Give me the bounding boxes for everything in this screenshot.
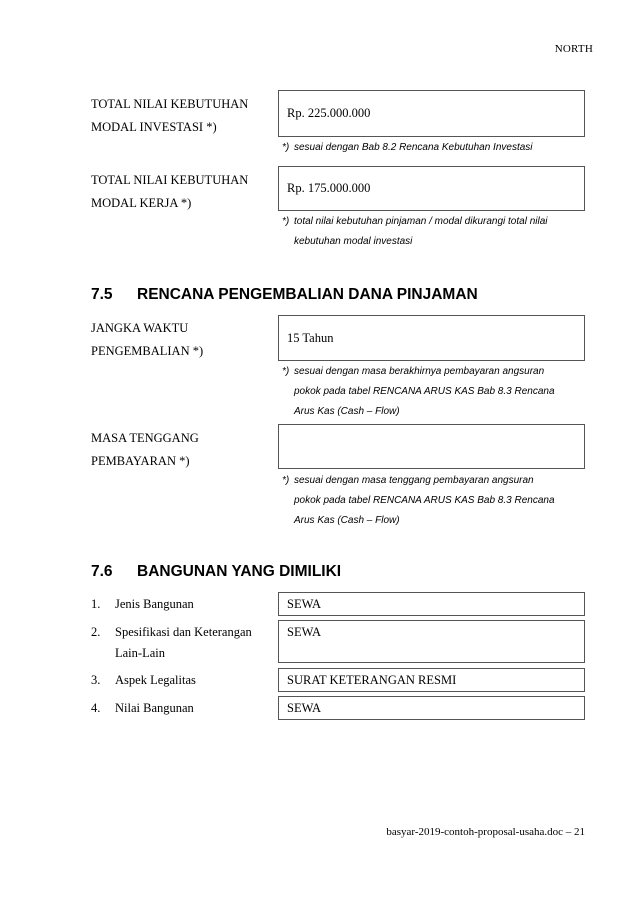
jangka-label-line1: JANGKA WAKTU (91, 321, 189, 335)
investasi-note-mark: *) (282, 142, 290, 153)
item-2-value: SEWA (287, 625, 322, 639)
tenggang-label-line1: MASA TENGGANG (91, 431, 199, 445)
item-2-label-line1: Spesifikasi dan Keterangan (115, 625, 252, 639)
tenggang-label (91, 427, 199, 473)
tenggang-note-line3: Arus Kas (Cash – Flow) (294, 515, 400, 526)
item-4-number: 4. (91, 701, 101, 715)
kerja-note (282, 212, 548, 252)
jangka-value: 15 Tahun (287, 330, 334, 345)
tenggang-note-line1: sesuai dengan masa tenggang pembayaran angsuran (294, 475, 534, 486)
jangka-note-line3: Arus Kas (Cash – Flow) (294, 406, 400, 417)
kerja-value: Rp. 175.000.000 (287, 181, 371, 195)
jangka-note-line1: sesuai dengan masa berakhirnya pembayaran angsuran (294, 366, 545, 377)
section-7-5-title: RENCANA PENGEMBALIAN DANA PINJAMAN (137, 286, 478, 303)
item-1-value-box (278, 592, 585, 616)
item-3-number: 3. (91, 673, 101, 687)
item-2-value-box (278, 620, 585, 663)
investasi-note (282, 138, 533, 158)
tenggang-note-line2: pokok pada tabel RENCANA ARUS KAS Bab 8.3 Rencana (294, 495, 555, 506)
jangka-label (91, 317, 203, 363)
page-header-code: NORTH (554, 43, 593, 55)
section-7-6-title: BANGUNAN YANG DIMILIKI (137, 563, 342, 580)
item-2-label-line2: Lain-Lain (115, 646, 165, 660)
item-4-label: Nilai Bangunan (115, 701, 194, 715)
tenggang-label-line2: PEMBAYARAN *) (91, 454, 190, 468)
kerja-value-box (278, 166, 585, 211)
investasi-label-line1: TOTAL NILAI KEBUTUHAN (91, 97, 249, 111)
item-2-number: 2. (91, 625, 101, 639)
section-7-6-heading (91, 563, 341, 581)
jangka-note-mark: *) (282, 366, 290, 377)
page-footer: basyar-2019-contoh-proposal-usaha.doc – 21 (386, 826, 585, 838)
jangka-value-box (278, 315, 585, 361)
item-3-value: SURAT KETERANGAN RESMI (287, 672, 457, 687)
item-2-label (115, 622, 252, 664)
kerja-label-line2: MODAL KERJA *) (91, 196, 192, 210)
item-4-value: SEWA (287, 700, 322, 715)
kerja-note-mark: *) (282, 216, 290, 227)
section-7-6-number: 7.6 (91, 563, 113, 580)
kerja-note-line2: kebutuhan modal investasi (294, 236, 413, 247)
item-1-label: Jenis Bangunan (115, 597, 194, 611)
item-4-value-box (278, 696, 585, 720)
investasi-label (91, 93, 248, 139)
tenggang-note (282, 471, 555, 531)
item-1-number: 1. (91, 597, 101, 611)
investasi-note-text: sesuai dengan Bab 8.2 Rencana Kebutuhan Investasi (294, 142, 533, 153)
section-7-5-number: 7.5 (91, 286, 113, 303)
tenggang-value-box (278, 424, 585, 469)
jangka-label-line2: PENGEMBALIAN *) (91, 344, 204, 358)
item-1-value: SEWA (287, 596, 322, 611)
investasi-label-line2: MODAL INVESTASI *) (91, 120, 217, 134)
item-3-label: Aspek Legalitas (115, 673, 196, 687)
kerja-note-line1: total nilai kebutuhan pinjaman / modal dikurangi total nilai (294, 216, 548, 227)
section-7-5-heading (91, 286, 478, 304)
tenggang-note-mark: *) (282, 475, 290, 486)
jangka-note-line2: pokok pada tabel RENCANA ARUS KAS Bab 8.3 Rencana (294, 386, 555, 397)
kerja-label-line1: TOTAL NILAI KEBUTUHAN (91, 173, 249, 187)
item-3-value-box (278, 668, 585, 692)
jangka-note (282, 362, 555, 422)
investasi-value: Rp. 225.000.000 (287, 106, 371, 120)
kerja-label (91, 169, 248, 215)
investasi-value-box (278, 90, 585, 137)
